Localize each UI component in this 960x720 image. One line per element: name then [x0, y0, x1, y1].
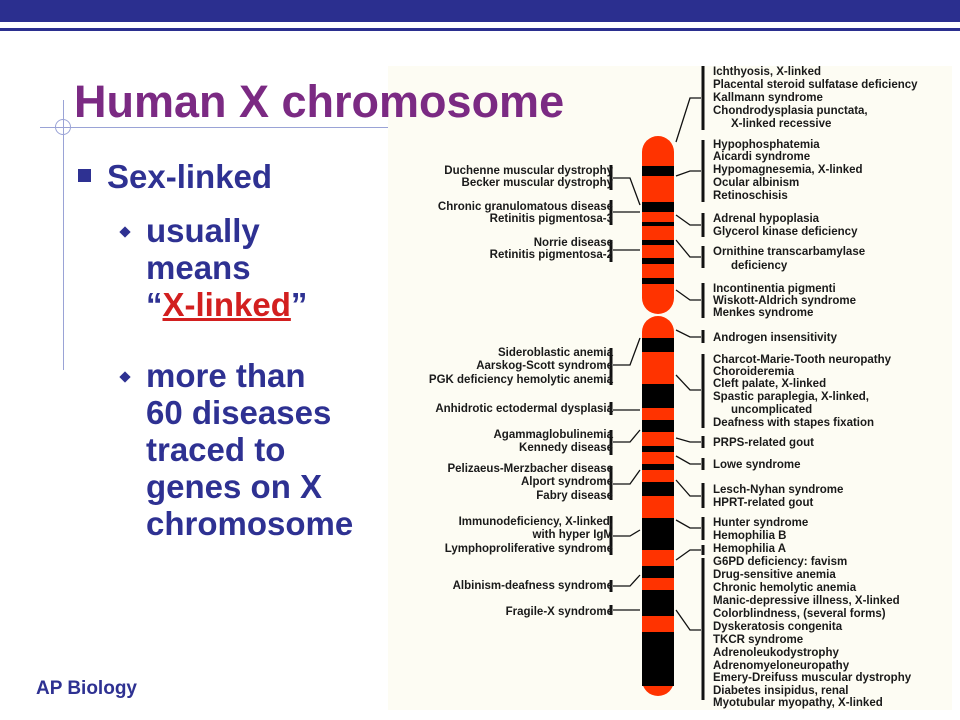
sub2-line-1: more than	[146, 357, 306, 394]
right-disease-label: Androgen insensitivity	[713, 332, 837, 344]
left-disease-label: Fragile-X syndrome	[505, 606, 613, 618]
decor-vertical-line	[63, 100, 64, 370]
right-disease-label: G6PD deficiency: favism	[713, 556, 848, 568]
chromosome-band	[642, 464, 674, 470]
sub-bullet-usually	[118, 212, 307, 323]
left-disease-label: Fabry disease	[536, 490, 613, 502]
left-disease-label: PGK deficiency hemolytic anemia	[428, 374, 613, 386]
right-disease-label: Colorblindness, (several forms)	[713, 608, 886, 620]
crosshair-circle-icon	[55, 119, 71, 135]
chromosome-band	[642, 518, 674, 550]
chromosome-band	[642, 338, 674, 352]
right-disease-label: Hemophilia B	[713, 530, 787, 542]
right-disease-label: Hunter syndrome	[713, 517, 809, 529]
chromosome-band	[642, 482, 674, 496]
chromosome-band	[642, 632, 674, 686]
right-disease-label: HPRT-related gout	[713, 497, 814, 509]
right-disease-label: Aicardi syndrome	[713, 151, 811, 163]
left-disease-label: Anhidrotic ectodermal dysplasia	[435, 403, 613, 415]
left-connector	[613, 470, 640, 484]
x-linked-link[interactable]: X-linked	[162, 286, 291, 323]
right-disease-label: Deafness with stapes fixation	[713, 417, 875, 429]
left-connector	[613, 530, 640, 536]
right-connector	[676, 610, 701, 630]
chromosome-figure	[388, 66, 952, 710]
right-disease-label: Spastic paraplegia, X-linked,	[713, 391, 869, 403]
right-disease-label: Ornithine transcarbamylase	[713, 246, 866, 258]
right-disease-label: Placental steroid sulfatase deficiency	[713, 79, 918, 91]
left-disease-label: Sideroblastic anemia	[497, 347, 613, 359]
right-connector	[676, 290, 701, 300]
top-banner-rule	[0, 28, 960, 31]
right-disease-label: Lesch-Nyhan syndrome	[713, 484, 844, 496]
left-disease-label: Norrie disease	[533, 237, 613, 249]
chromosome-band	[642, 590, 674, 616]
quote-close: ”	[290, 286, 308, 323]
left-disease-label: Agammaglobulinemia	[493, 429, 613, 441]
right-connector	[676, 456, 701, 464]
right-disease-label: Hypophosphatemia	[713, 139, 820, 151]
chromosome-band	[642, 420, 674, 432]
square-bullet-icon	[78, 169, 91, 182]
left-disease-label: Retinitis pigmentosa-3	[489, 213, 613, 225]
right-disease-label: X-linked recessive	[731, 118, 832, 130]
chromosome-band	[642, 202, 674, 212]
sub1-line-2: means	[146, 249, 251, 286]
left-disease-label: Retinitis pigmentosa-2	[489, 249, 613, 261]
right-connector	[676, 215, 701, 225]
left-disease-label: Chronic granulomatous disease	[437, 201, 613, 213]
sub2-line-5: chromosome	[146, 505, 354, 542]
right-disease-label: Charcot-Marie-Tooth neuropathy	[713, 354, 892, 366]
sub2-line-2: 60 diseases	[146, 394, 332, 431]
right-disease-label: Hypomagnesemia, X-linked	[713, 164, 863, 176]
right-disease-label: Menkes syndrome	[713, 307, 814, 319]
bullet-sex-linked	[78, 158, 272, 196]
left-connector	[613, 338, 640, 365]
right-disease-label: Hemophilia A	[713, 543, 787, 555]
right-disease-label: Kallmann syndrome	[713, 92, 823, 104]
chromosome-band	[642, 240, 674, 245]
right-connector	[676, 550, 701, 560]
chromosome-band	[642, 384, 674, 408]
right-connector	[676, 438, 701, 442]
diamond-bullet-icon	[118, 370, 132, 384]
left-disease-label: Alport syndrome	[520, 476, 613, 488]
chromosome-band	[642, 222, 674, 226]
left-disease-label: Duchenne muscular dystrophy	[444, 165, 613, 177]
left-disease-label: Pelizaeus-Merzbacher disease	[447, 463, 613, 475]
sub-bullet-diseases	[118, 357, 353, 542]
right-disease-label: Glycerol kinase deficiency	[713, 226, 858, 238]
left-connector	[613, 178, 640, 205]
left-disease-label: Becker muscular dystrophy	[461, 177, 613, 189]
chromosome-band	[642, 446, 674, 452]
sub2-line-3: traced to	[146, 431, 286, 468]
bullet-text: Sex-linked	[107, 158, 273, 195]
right-connector	[676, 171, 701, 176]
right-disease-label: Drug-sensitive anemia	[713, 569, 836, 581]
left-disease-label: with hyper IgM	[532, 529, 613, 541]
right-disease-label: Adrenoleukodystrophy	[713, 647, 839, 659]
right-connector	[676, 330, 701, 337]
right-disease-label: Ocular albinism	[713, 177, 800, 189]
right-connector	[676, 480, 701, 496]
left-disease-label: Aarskog-Scott syndrome	[476, 360, 613, 372]
footer-brand: AP Biology	[36, 678, 137, 699]
right-disease-label: PRPS-related gout	[713, 437, 814, 449]
right-disease-label: Chronic hemolytic anemia	[713, 582, 857, 594]
right-connector	[676, 375, 701, 390]
chromosome-band	[642, 258, 674, 264]
right-disease-label: Lowe syndrome	[713, 459, 801, 471]
right-disease-label: Incontinentia pigmenti	[713, 283, 836, 295]
right-disease-label: Adrenomyeloneuropathy	[713, 660, 850, 672]
left-disease-label: Lymphoproliferative syndrome	[444, 543, 613, 555]
right-disease-label: Retinoschisis	[713, 190, 788, 202]
right-disease-label: Diabetes insipidus, renal	[713, 685, 849, 697]
right-disease-label: Cleft palate, X-linked	[713, 378, 827, 390]
left-disease-label: Albinism-deafness syndrome	[452, 580, 613, 592]
right-disease-label: Emery-Dreifuss muscular dystrophy	[713, 672, 912, 684]
right-disease-label: TKCR syndrome	[713, 634, 804, 646]
sub2-line-4: genes on X	[146, 468, 323, 505]
chromosome-band	[642, 566, 674, 578]
right-disease-label: Manic-depressive illness, X-linked	[713, 595, 900, 607]
right-connector	[676, 520, 701, 528]
right-connector	[676, 240, 701, 257]
right-disease-label: deficiency	[731, 260, 788, 272]
right-disease-label: Choroideremia	[713, 366, 795, 378]
right-disease-label: uncomplicated	[731, 404, 813, 416]
right-disease-label: Adrenal hypoplasia	[713, 213, 820, 225]
right-connector	[676, 98, 701, 142]
right-disease-label: Myotubular myopathy, X-linked	[713, 697, 883, 709]
right-disease-label: Wiskott-Aldrich syndrome	[713, 295, 857, 307]
diamond-bullet-icon	[118, 225, 132, 239]
page-title: Human X chromosome	[74, 76, 565, 127]
quote-open: “	[146, 286, 163, 323]
chromosome-band	[642, 278, 674, 284]
left-connector	[613, 430, 640, 442]
right-disease-label: Chondrodysplasia punctata,	[713, 105, 868, 117]
chromosome-ideogram	[642, 136, 674, 696]
right-disease-label: Ichthyosis, X-linked	[713, 66, 821, 78]
sub1-line-1: usually	[146, 212, 260, 249]
top-banner	[0, 0, 960, 22]
left-connector	[613, 575, 640, 586]
left-disease-label: Kennedy disease	[519, 442, 613, 454]
chromosome-band	[642, 166, 674, 176]
left-disease-label: Immunodeficiency, X-linked,	[458, 516, 613, 528]
right-disease-label: Dyskeratosis congenita	[713, 621, 843, 633]
